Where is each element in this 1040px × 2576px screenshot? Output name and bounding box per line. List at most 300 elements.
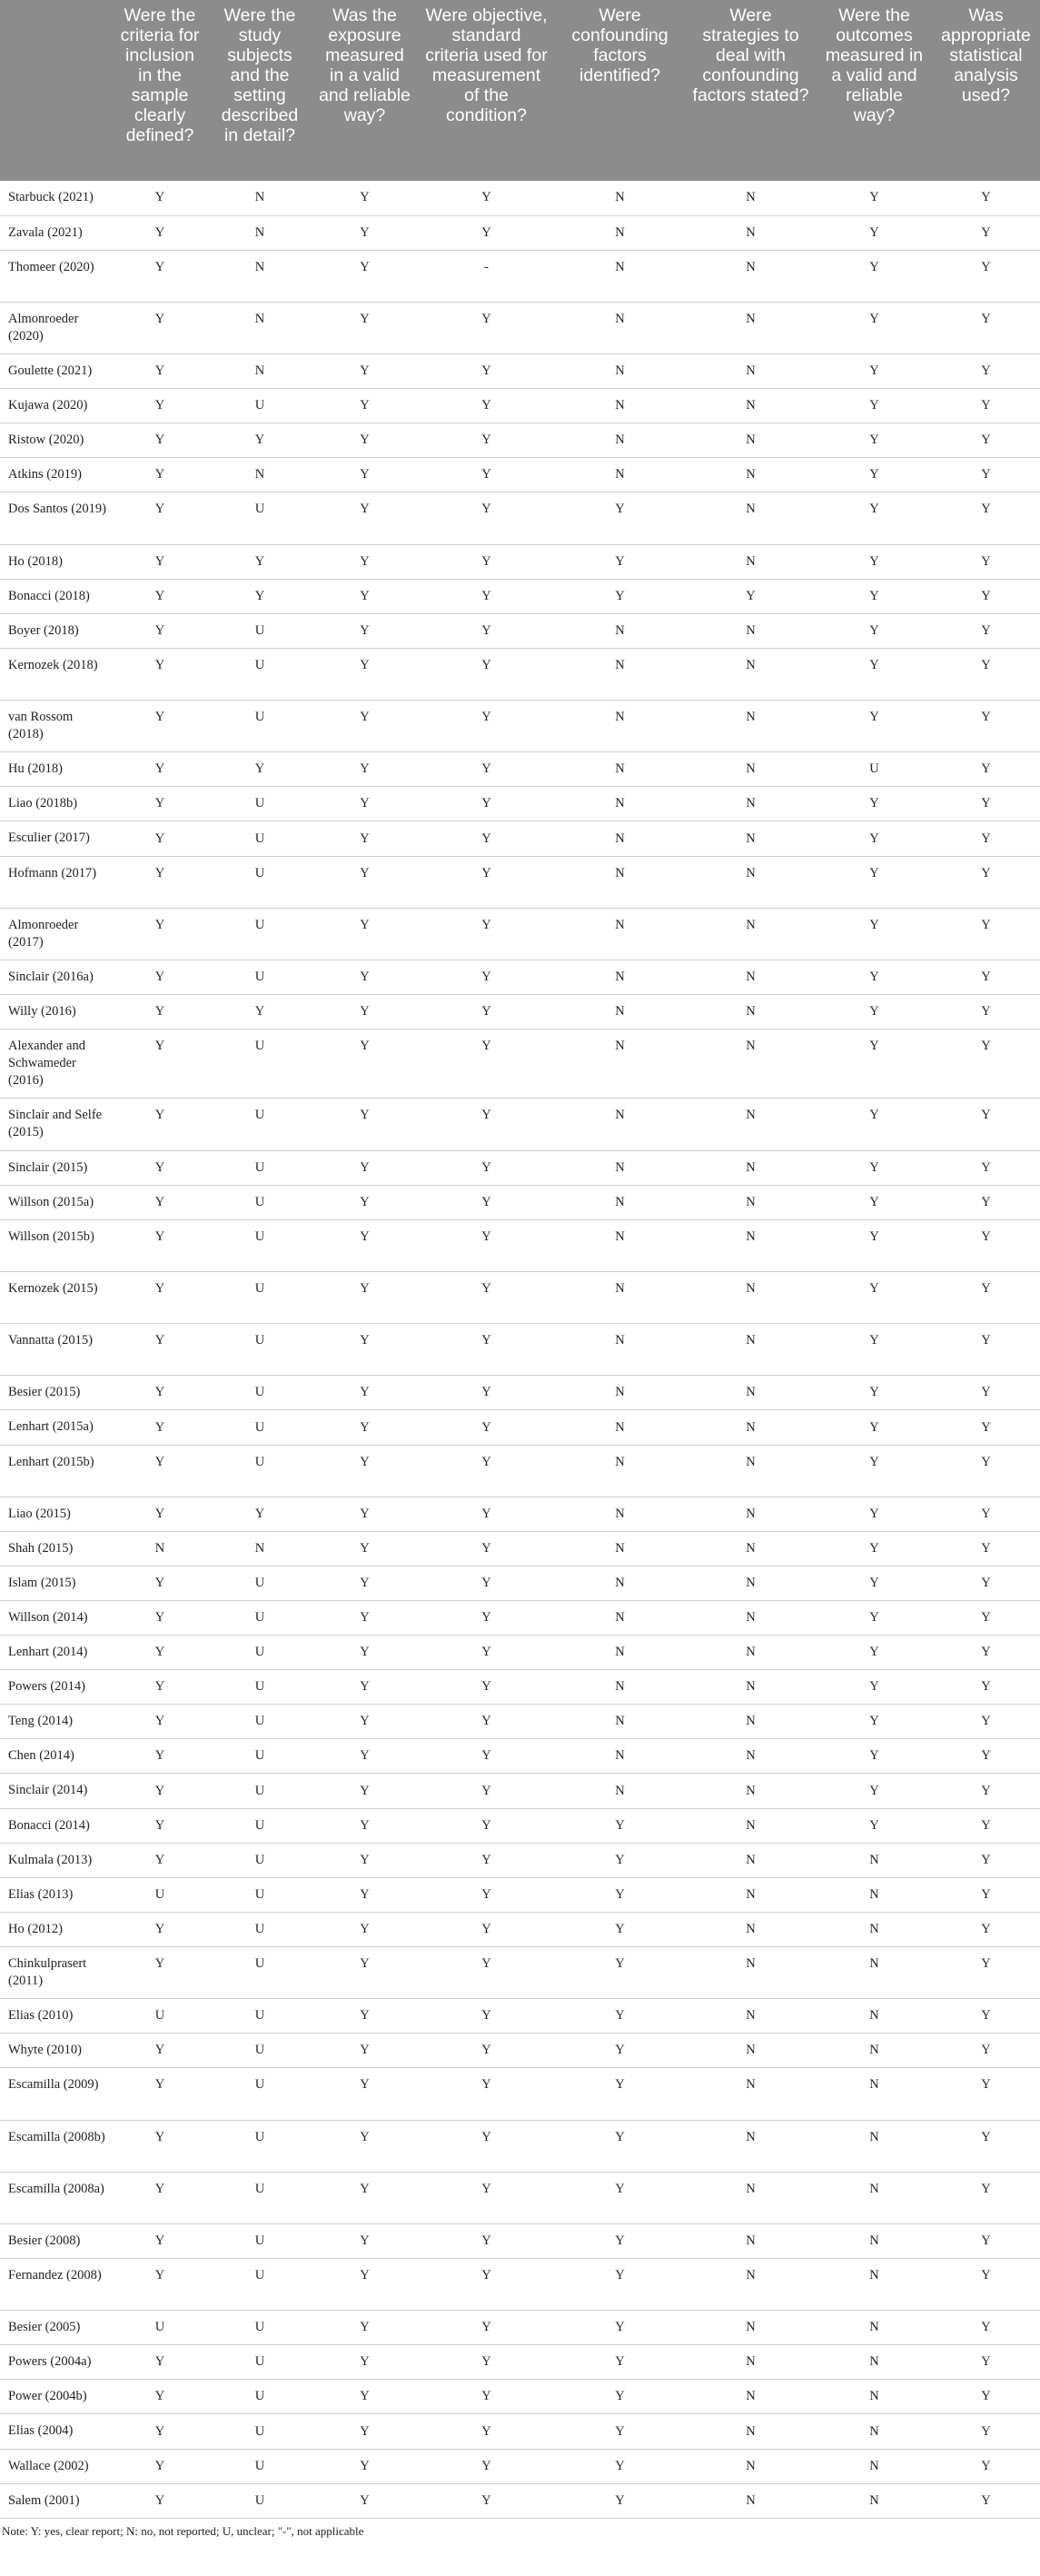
rating-cell: N <box>208 250 312 302</box>
rating-cell: N <box>685 1029 817 1099</box>
rating-cell: Y <box>312 1877 418 1912</box>
rating-cell: N <box>555 1099 685 1150</box>
rating-cell: Y <box>312 1185 418 1219</box>
rating-cell: Y <box>932 856 1040 908</box>
rating-cell: Y <box>418 1705 555 1739</box>
study-cell: Fernandez (2008) <box>0 2258 112 2310</box>
table-row <box>0 648 1040 700</box>
rating-cell: Y <box>112 1497 208 1531</box>
rating-cell: Y <box>817 1410 932 1445</box>
rating-cell: Y <box>418 2345 555 2380</box>
table-row <box>0 1739 1040 1774</box>
rating-cell: N <box>555 648 685 700</box>
rating-cell: Y <box>932 1601 1040 1636</box>
rating-cell: N <box>555 250 685 302</box>
rating-cell: Y <box>817 1531 932 1566</box>
rating-cell: N <box>685 423 817 458</box>
study-cell: Escamilla (2009) <box>0 2068 112 2120</box>
rating-cell: Y <box>312 613 418 648</box>
rating-cell: N <box>685 1636 817 1670</box>
table-row <box>0 423 1040 458</box>
rating-cell: Y <box>312 1029 418 1099</box>
rating-cell: N <box>817 2068 932 2120</box>
rating-cell: Y <box>932 1774 1040 1808</box>
rating-cell: N <box>555 1670 685 1705</box>
rating-cell: N <box>685 995 817 1029</box>
study-cell: Willson (2014) <box>0 1601 112 1636</box>
rating-cell: Y <box>932 1877 1040 1912</box>
rating-cell: Y <box>112 1774 208 1808</box>
rating-cell: Y <box>418 752 555 787</box>
rating-cell: U <box>208 2258 312 2310</box>
rating-cell: N <box>555 1150 685 1185</box>
rating-cell: U <box>208 648 312 700</box>
rating-cell: Y <box>312 752 418 787</box>
rating-cell: Y <box>418 423 555 458</box>
rating-cell: Y <box>312 701 418 752</box>
rating-cell: U <box>112 1877 208 1912</box>
study-cell: Lenhart (2015b) <box>0 1445 112 1497</box>
table-row <box>0 215 1040 250</box>
rating-cell: U <box>208 2380 312 2414</box>
rating-cell: N <box>685 1601 817 1636</box>
rating-cell: Y <box>932 701 1040 752</box>
study-cell: Willy (2016) <box>0 995 112 1029</box>
rating-cell: Y <box>112 1185 208 1219</box>
rating-cell: Y <box>312 2483 418 2518</box>
rating-cell: Y <box>418 1774 555 1808</box>
rating-cell: Y <box>418 613 555 648</box>
rating-cell: Y <box>932 1843 1040 1877</box>
rating-cell: Y <box>932 544 1040 579</box>
rating-cell: Y <box>555 1946 685 1998</box>
rating-cell: Y <box>312 821 418 856</box>
rating-cell: Y <box>312 1774 418 1808</box>
rating-cell: N <box>208 215 312 250</box>
study-cell: Besier (2015) <box>0 1376 112 1410</box>
rating-cell: N <box>685 2034 817 2068</box>
table-note: Note: Y: yes, clear report; N: no, not reported; U, unclear; "-", not applicable <box>2 2523 364 2538</box>
rating-cell: Y <box>817 1376 932 1410</box>
rating-cell: Y <box>418 1739 555 1774</box>
rating-cell: Y <box>112 2172 208 2223</box>
rating-cell: U <box>208 1445 312 1497</box>
rating-cell: Y <box>312 1946 418 1998</box>
rating-cell: Y <box>932 995 1040 1029</box>
rating-cell: N <box>555 1531 685 1566</box>
rating-cell: N <box>555 1705 685 1739</box>
rating-cell: U <box>208 1808 312 1843</box>
rating-cell: Y <box>112 2345 208 2380</box>
rating-cell: Y <box>418 1946 555 1998</box>
rating-cell: N <box>685 1150 817 1185</box>
rating-cell: Y <box>312 1376 418 1410</box>
table-row <box>0 544 1040 579</box>
study-cell: Besier (2005) <box>0 2311 112 2345</box>
rating-cell: Y <box>312 2380 418 2414</box>
table-row <box>0 1410 1040 1445</box>
rating-cell: Y <box>312 423 418 458</box>
rating-cell: Y <box>112 1445 208 1497</box>
rating-cell: U <box>208 1601 312 1636</box>
rating-cell: N <box>817 1877 932 1912</box>
table-row <box>0 579 1040 613</box>
rating-cell: Y <box>932 215 1040 250</box>
rating-cell: Y <box>817 1445 932 1497</box>
rating-cell: Y <box>817 250 932 302</box>
rating-cell: Y <box>112 1099 208 1150</box>
rating-cell: Y <box>312 960 418 994</box>
rating-cell: N <box>817 2414 932 2449</box>
rating-cell: Y <box>312 302 418 353</box>
rating-cell: N <box>685 1531 817 1566</box>
study-cell: Atkins (2019) <box>0 458 112 492</box>
rating-cell: Y <box>112 613 208 648</box>
rating-cell: Y <box>112 215 208 250</box>
rating-cell: N <box>685 787 817 821</box>
rating-cell: N <box>685 2345 817 2380</box>
rating-cell: N <box>817 2483 932 2518</box>
table-row <box>0 1808 1040 1843</box>
rating-cell: U <box>208 2414 312 2449</box>
rating-cell: Y <box>418 701 555 752</box>
rating-cell: Y <box>312 2172 418 2223</box>
rating-cell: Y <box>932 492 1040 544</box>
rating-cell: Y <box>932 821 1040 856</box>
rating-cell: Y <box>932 458 1040 492</box>
study-cell: Kernozek (2015) <box>0 1271 112 1323</box>
rating-cell: Y <box>817 1271 932 1323</box>
rating-cell: Y <box>112 1376 208 1410</box>
rating-cell: Y <box>418 1670 555 1705</box>
rating-cell: N <box>685 1877 817 1912</box>
rating-cell: Y <box>312 648 418 700</box>
table-row <box>0 354 1040 389</box>
study-cell: Goulette (2021) <box>0 354 112 389</box>
study-cell: Power (2004b) <box>0 2380 112 2414</box>
rating-cell: U <box>208 1099 312 1150</box>
rating-cell: N <box>685 389 817 423</box>
rating-cell: N <box>685 613 817 648</box>
rating-cell: Y <box>932 1099 1040 1150</box>
rating-cell: Y <box>112 1843 208 1877</box>
rating-cell: Y <box>418 389 555 423</box>
rating-cell: N <box>685 2068 817 2120</box>
rating-cell: N <box>685 354 817 389</box>
rating-cell: Y <box>418 2172 555 2223</box>
rating-cell: Y <box>817 701 932 752</box>
rating-cell: N <box>555 1271 685 1323</box>
rating-cell: Y <box>418 1376 555 1410</box>
rating-cell: Y <box>555 2120 685 2172</box>
rating-cell: Y <box>932 2223 1040 2258</box>
rating-cell: N <box>817 1912 932 1946</box>
table-row <box>0 821 1040 856</box>
rating-cell: Y <box>312 1601 418 1636</box>
rating-cell: N <box>817 1946 932 1998</box>
header-cell-criterion: Were the study subjects and the setting described in detail? <box>208 0 312 181</box>
table-row <box>0 787 1040 821</box>
rating-cell: N <box>208 1531 312 1566</box>
rating-cell: Y <box>112 492 208 544</box>
rating-cell: N <box>555 1566 685 1600</box>
rating-cell: Y <box>312 250 418 302</box>
rating-cell: Y <box>112 1324 208 1376</box>
rating-cell: N <box>817 2380 932 2414</box>
rating-cell: U <box>208 2120 312 2172</box>
rating-cell: Y <box>418 1445 555 1497</box>
rating-cell: Y <box>418 302 555 353</box>
rating-cell: Y <box>418 579 555 613</box>
rating-cell: U <box>112 1999 208 2034</box>
rating-cell: Y <box>112 1566 208 1600</box>
rating-cell: Y <box>112 1636 208 1670</box>
rating-cell: Y <box>555 2483 685 2518</box>
rating-cell: N <box>555 1739 685 1774</box>
rating-cell: N <box>685 1705 817 1739</box>
rating-cell: U <box>208 1843 312 1877</box>
rating-cell: N <box>555 389 685 423</box>
rating-cell: U <box>208 908 312 960</box>
rating-cell: Y <box>418 1219 555 1271</box>
study-cell: Willson (2015a) <box>0 1185 112 1219</box>
study-cell: Sinclair (2014) <box>0 1774 112 1808</box>
rating-cell: Y <box>932 1946 1040 1998</box>
rating-cell: Y <box>112 2258 208 2310</box>
rating-cell: Y <box>418 2380 555 2414</box>
rating-cell: Y <box>817 1636 932 1670</box>
table-row <box>0 2414 1040 2449</box>
rating-cell: Y <box>418 787 555 821</box>
rating-cell: U <box>208 2034 312 2068</box>
header-row <box>0 0 1040 181</box>
rating-cell: Y <box>418 856 555 908</box>
rating-cell: Y <box>932 1324 1040 1376</box>
study-cell: Sinclair and Selfe (2015) <box>0 1099 112 1150</box>
rating-cell: Y <box>418 1150 555 1185</box>
rating-cell: Y <box>817 648 932 700</box>
rating-cell: Y <box>555 492 685 544</box>
rating-cell: Y <box>418 2223 555 2258</box>
table-row <box>0 1324 1040 1376</box>
rating-cell: Y <box>312 2034 418 2068</box>
rating-cell: N <box>685 1219 817 1271</box>
rating-cell: Y <box>932 1185 1040 1219</box>
rating-cell: N <box>817 2311 932 2345</box>
rating-cell: N <box>555 1324 685 1376</box>
rating-cell: Y <box>112 2120 208 2172</box>
rating-cell: N <box>555 995 685 1029</box>
rating-cell: U <box>208 1999 312 2034</box>
table-row <box>0 1099 1040 1150</box>
study-cell: Liao (2015) <box>0 1497 112 1531</box>
rating-cell: N <box>685 1324 817 1376</box>
table-row <box>0 2345 1040 2380</box>
rating-cell: Y <box>817 1324 932 1376</box>
rating-cell: Y <box>418 2311 555 2345</box>
rating-cell: Y <box>555 2311 685 2345</box>
table-row <box>0 1271 1040 1323</box>
rating-cell: N <box>555 302 685 353</box>
rating-cell: Y <box>555 1999 685 2034</box>
rating-cell: Y <box>817 1185 932 1219</box>
rating-cell: Y <box>418 1324 555 1376</box>
table-row <box>0 181 1040 215</box>
rating-cell: Y <box>555 2258 685 2310</box>
study-cell: Vannatta (2015) <box>0 1324 112 1376</box>
table-row <box>0 458 1040 492</box>
rating-cell: Y <box>112 2223 208 2258</box>
rating-cell: Y <box>817 821 932 856</box>
rating-cell: Y <box>312 1843 418 1877</box>
rating-cell: Y <box>312 1219 418 1271</box>
rating-cell: Y <box>932 1376 1040 1410</box>
rating-cell: Y <box>418 2449 555 2483</box>
table-row <box>0 1774 1040 1808</box>
rating-cell: Y <box>932 2034 1040 2068</box>
rating-cell: U <box>208 2449 312 2483</box>
rating-cell: U <box>208 1029 312 1099</box>
table-row <box>0 1705 1040 1739</box>
rating-cell: Y <box>932 1566 1040 1600</box>
study-cell: Escamilla (2008a) <box>0 2172 112 2223</box>
rating-cell: Y <box>208 1497 312 1531</box>
rating-cell: N <box>685 648 817 700</box>
study-cell: Hu (2018) <box>0 752 112 787</box>
rating-cell: Y <box>932 2380 1040 2414</box>
table-row <box>0 752 1040 787</box>
rating-cell: Y <box>112 544 208 579</box>
table-row <box>0 1531 1040 1566</box>
table-row <box>0 1946 1040 1998</box>
rating-cell: Y <box>312 995 418 1029</box>
study-cell: Hofmann (2017) <box>0 856 112 908</box>
rating-cell: Y <box>112 1912 208 1946</box>
rating-cell: N <box>817 2120 932 2172</box>
rating-cell: U <box>208 389 312 423</box>
rating-cell: Y <box>312 181 418 215</box>
rating-cell: Y <box>817 579 932 613</box>
rating-cell: N <box>817 2223 932 2258</box>
rating-cell: Y <box>208 544 312 579</box>
rating-cell: Y <box>112 1946 208 1998</box>
rating-cell: Y <box>932 1410 1040 1445</box>
rating-cell: Y <box>817 423 932 458</box>
table-row <box>0 613 1040 648</box>
rating-cell: Y <box>112 1808 208 1843</box>
rating-cell: N <box>685 2449 817 2483</box>
table-row <box>0 856 1040 908</box>
rating-cell: Y <box>932 2258 1040 2310</box>
rating-cell: N <box>685 1774 817 1808</box>
table-row <box>0 995 1040 1029</box>
rating-cell: Y <box>112 1670 208 1705</box>
rating-cell: N <box>685 2223 817 2258</box>
rating-cell: N <box>685 492 817 544</box>
table-row <box>0 1843 1040 1877</box>
rating-cell: Y <box>817 1808 932 1843</box>
rating-cell: U <box>208 1410 312 1445</box>
rating-cell: U <box>208 1774 312 1808</box>
rating-cell: Y <box>112 2449 208 2483</box>
rating-cell: N <box>555 701 685 752</box>
rating-cell: Y <box>418 1497 555 1531</box>
rating-cell: N <box>685 1946 817 1998</box>
rating-cell: Y <box>312 1566 418 1600</box>
rating-cell: Y <box>932 2449 1040 2483</box>
rating-cell: U <box>208 701 312 752</box>
study-cell: Sinclair (2015) <box>0 1150 112 1185</box>
study-cell: Ho (2012) <box>0 1912 112 1946</box>
rating-cell: U <box>208 613 312 648</box>
rating-cell: Y <box>932 423 1040 458</box>
table-row <box>0 1670 1040 1705</box>
rating-cell: Y <box>312 856 418 908</box>
rating-cell: N <box>555 908 685 960</box>
rating-cell: U <box>208 2068 312 2120</box>
rating-cell: N <box>685 2311 817 2345</box>
rating-cell: N <box>685 1271 817 1323</box>
study-cell: Ho (2018) <box>0 544 112 579</box>
rating-cell: Y <box>932 389 1040 423</box>
rating-cell: Y <box>932 181 1040 215</box>
study-cell: Teng (2014) <box>0 1705 112 1739</box>
rating-cell: Y <box>418 908 555 960</box>
rating-cell: Y <box>112 423 208 458</box>
rating-cell: Y <box>418 960 555 994</box>
rating-cell: Y <box>112 787 208 821</box>
rating-cell: U <box>208 1739 312 1774</box>
rating-cell: Y <box>817 908 932 960</box>
rating-cell: U <box>208 1912 312 1946</box>
rating-cell: Y <box>112 1739 208 1774</box>
study-cell: van Rossom (2018) <box>0 701 112 752</box>
rating-cell: N <box>685 1912 817 1946</box>
table-row <box>0 2223 1040 2258</box>
rating-cell: Y <box>112 579 208 613</box>
rating-cell: Y <box>932 787 1040 821</box>
rating-cell: N <box>685 1670 817 1705</box>
rating-cell: Y <box>112 1601 208 1636</box>
study-cell: Powers (2004a) <box>0 2345 112 2380</box>
rating-cell: Y <box>932 2311 1040 2345</box>
rating-cell: Y <box>418 1601 555 1636</box>
rating-cell: N <box>555 1774 685 1808</box>
rating-cell: N <box>817 1999 932 2034</box>
rating-cell: Y <box>208 423 312 458</box>
rating-cell: N <box>555 856 685 908</box>
rating-cell: Y <box>932 1705 1040 1739</box>
rating-cell: Y <box>208 752 312 787</box>
rating-cell: Y <box>555 2068 685 2120</box>
study-cell: Alexander and Schwameder (2016) <box>0 1029 112 1099</box>
rating-cell: Y <box>555 544 685 579</box>
rating-cell: N <box>685 1376 817 1410</box>
table-row <box>0 701 1040 752</box>
rating-cell: Y <box>817 1029 932 1099</box>
table-row <box>0 1566 1040 1600</box>
rating-cell: Y <box>817 1774 932 1808</box>
rating-cell: Y <box>932 250 1040 302</box>
table-row <box>0 2258 1040 2310</box>
rating-cell: Y <box>932 354 1040 389</box>
rating-cell: Y <box>817 492 932 544</box>
rating-cell: Y <box>312 1808 418 1843</box>
rating-cell: Y <box>418 2120 555 2172</box>
rating-cell: Y <box>418 821 555 856</box>
table-row <box>0 1376 1040 1410</box>
rating-cell: U <box>208 1219 312 1271</box>
